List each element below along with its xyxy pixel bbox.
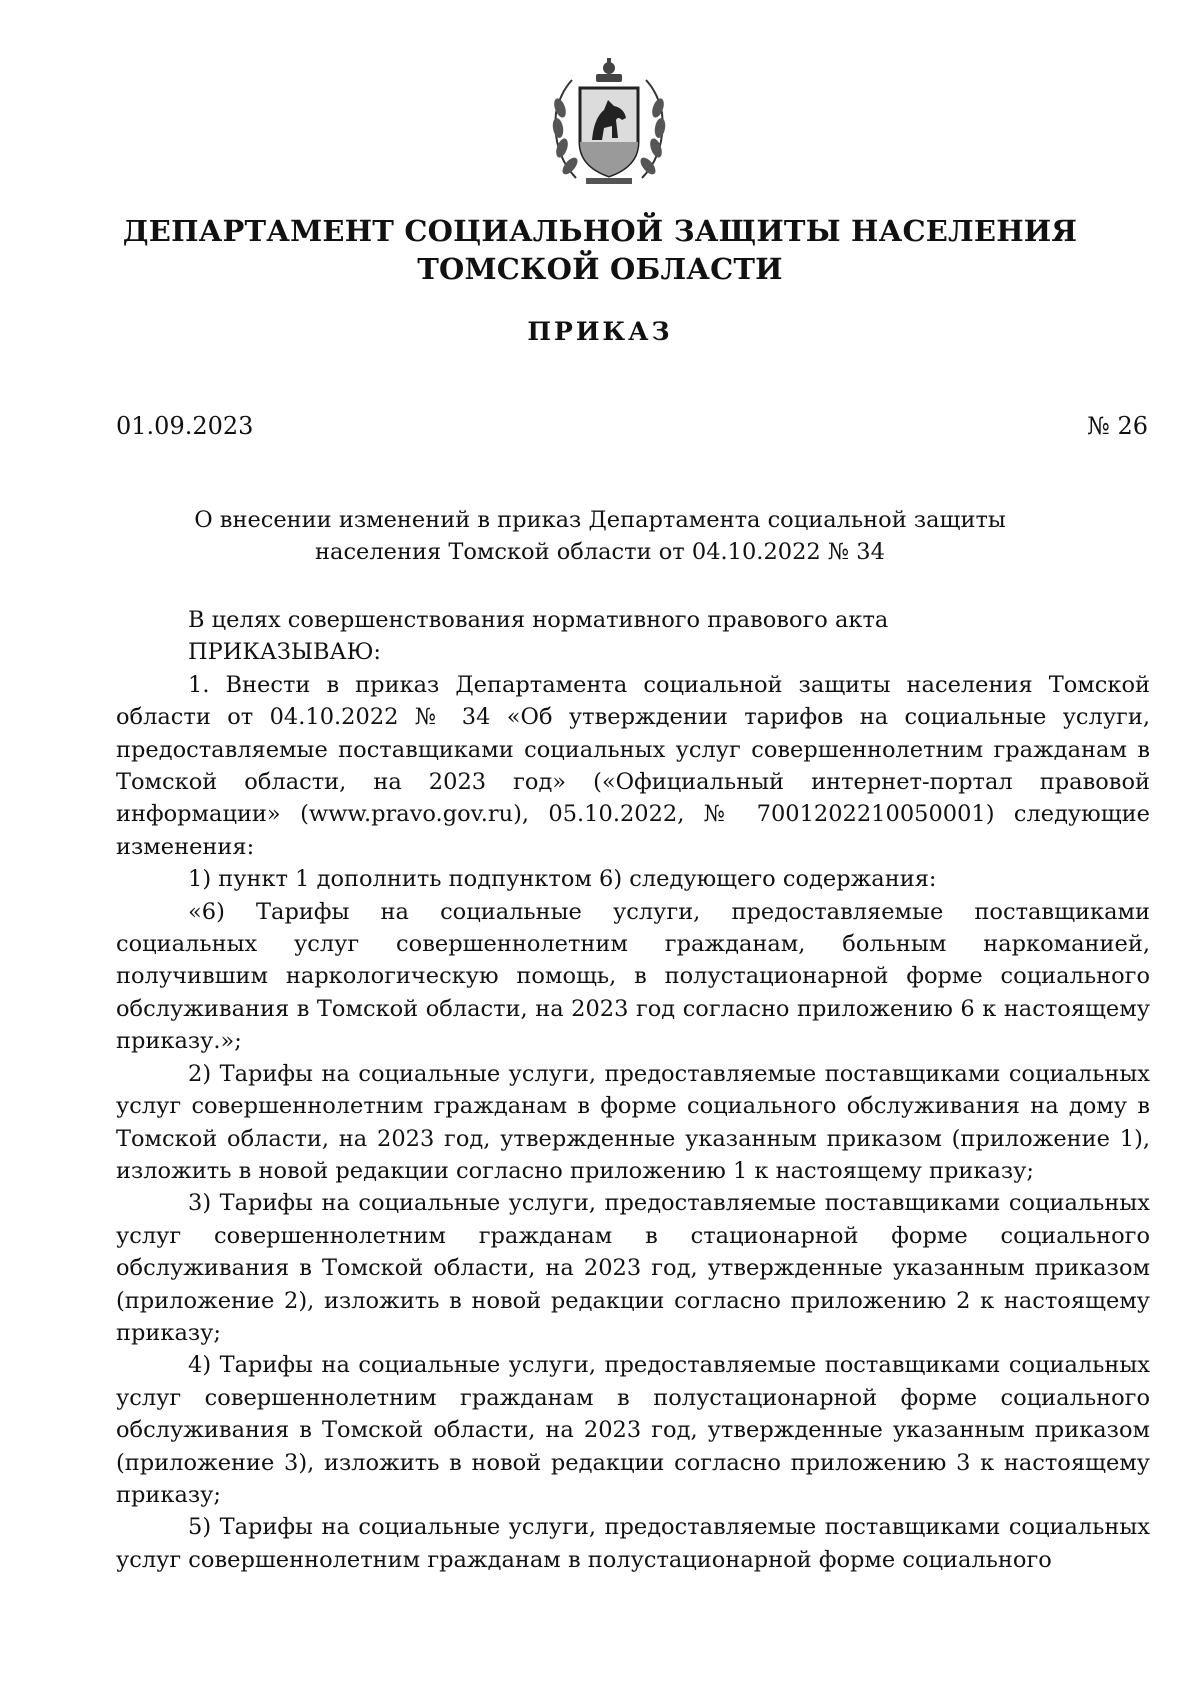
document-date: 01.09.2023 bbox=[116, 412, 254, 440]
document-number: № 26 bbox=[1087, 412, 1148, 440]
body-paragraph-preamble: В целях совершенствования нормативного правового акта bbox=[188, 607, 889, 633]
body-paragraph-subitem-3: 3) Тарифы на социальные услуги, предоставляемые поставщиками социальных услуг совершеннолетним гражданам в стационарной форме социального обслуживания в Томской области, на 2023 год, утвержденные указанным приказом (приложение 2), изложить в новой редакции согласно приложению 2 к настоящему приказу; bbox=[116, 1190, 1150, 1346]
organization-title-line-2: ТОМСКОЙ ОБЛАСТИ bbox=[417, 252, 783, 286]
subject-line-1: О внесении изменений в приказ Департамента социальной защиты bbox=[194, 507, 1006, 533]
body-paragraph-subitem-6-quote: «6) Тарифы на социальные услуги, предоставляемые поставщиками социальных услуг совершеннолетним гражданам, больным наркоманией, получившим наркологическую помощь, в полустационарной форме социального обслуживания в Томской области, на 2023 год согласно приложению 6 к настоящему приказу.»; bbox=[116, 898, 1150, 1055]
body-paragraph-subitem-1: 1) пункт 1 дополнить подпунктом 6) следующего содержания: bbox=[188, 866, 937, 893]
subject-line-2: населения Томской области от 04.10.2022 № 34 bbox=[315, 539, 885, 565]
body-paragraph-order-word: ПРИКАЗЫВАЮ: bbox=[188, 639, 381, 666]
body-paragraph-subitem-5: 5) Тарифы на социальные услуги, предоставляемые поставщиками социальных услуг совершеннолетним гражданам в полустационарной форме социального bbox=[116, 1514, 1150, 1573]
document-type-title: ПРИКАЗ bbox=[527, 317, 673, 346]
document-body bbox=[116, 604, 1150, 1576]
body-paragraph-item-1: 1. Внести в приказ Департамента социальной защиты населения Томской области от 04.10.2022 № 34 «Об утверждении тарифов на социальные услуги, предоставляемые поставщиками социальных услуг совершеннолетним гражданам в Томской области, на 2023 год» («Официальный интернет-портал правовой информации» (www.pravo.gov.ru), 05.10.2022, № 7001202210050001) следующие изменения: bbox=[116, 671, 1150, 860]
organization-title-line-1: ДЕПАРТАМЕНТ СОЦИАЛЬНОЙ ЗАЩИТЫ НАСЕЛЕНИЯ bbox=[122, 214, 1078, 248]
body-paragraph-subitem-4: 4) Тарифы на социальные услуги, предоставляемые поставщиками социальных услуг совершеннолетним гражданам в полустационарной форме социального обслуживания в Томской области, на 2023 год, утвержденные указанным приказом (приложение 3), изложить в новой редакции согласно приложению 3 к настоящему приказу; bbox=[116, 1352, 1150, 1508]
document-subject bbox=[150, 504, 1050, 568]
body-paragraph-subitem-2: 2) Тарифы на социальные услуги, предоставляемые поставщиками социальных услуг совершеннолетним гражданам в форме социального обслуживания на дому в Томской области, на 2023 год, утвержденные указанным приказом (приложение 1), изложить в новой редакции согласно приложению 1 к настоящему приказу; bbox=[116, 1060, 1150, 1184]
tomsk-coat-of-arms-icon bbox=[546, 58, 672, 190]
organization-title bbox=[100, 212, 1100, 288]
